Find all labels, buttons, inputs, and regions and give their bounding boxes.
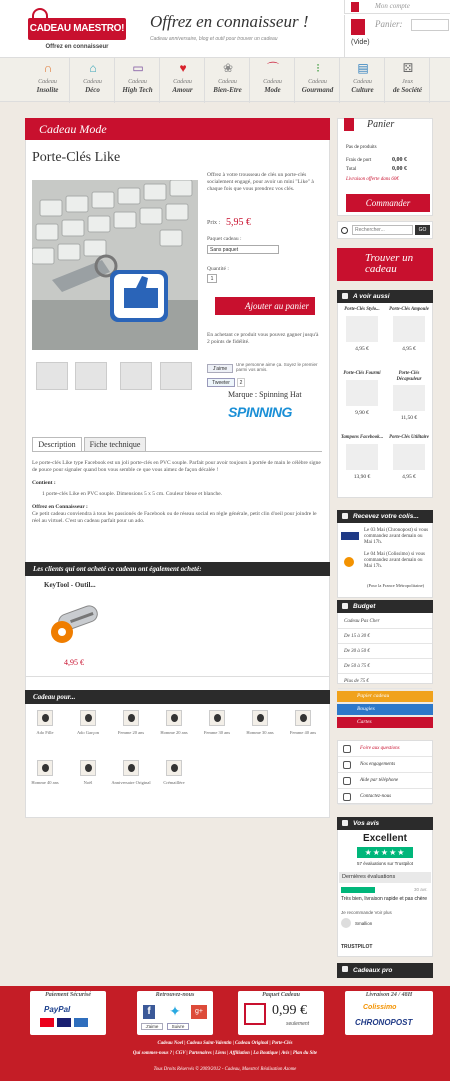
- delivery-note: (Pour la France Métropolitaine): [367, 583, 425, 588]
- connoisseur-heading: Offrez en Connaisseur :: [32, 503, 88, 510]
- google-plus-icon[interactable]: g+: [191, 1005, 207, 1019]
- budget-item[interactable]: De 15 à 30 €: [338, 629, 432, 644]
- secure-payment-title: Paiement Sécurisé: [45, 992, 91, 998]
- nav-item-label: Gourmand: [301, 86, 334, 94]
- contents-heading: Contient :: [32, 480, 56, 487]
- gift-wrap-box: [238, 991, 324, 1035]
- twitter-bird-icon[interactable]: ✦: [169, 1003, 181, 1019]
- person-icon: [123, 760, 139, 776]
- see-also-image: [346, 316, 378, 342]
- total-value: 0,00 €: [392, 166, 407, 172]
- tv-icon: ▭: [132, 61, 144, 75]
- connoisseur-text: Ce petit cadeau conviendra à tous les passionés de Facebook ou de réseau social en règle générale, petit clin d'oeil pour joindre le réel au virtuel. C'est un cadeau parfait pour un ado.: [32, 511, 317, 525]
- find-gift-button[interactable]: [337, 248, 433, 281]
- dice-icon: ⚄: [402, 61, 414, 75]
- nav-item-label: Insolite: [36, 86, 59, 94]
- gift-for-label: Anniversaire Original: [111, 780, 151, 785]
- loyalty-points-text: En achetant ce produit vous pouvez gagner jusqu'à 2 points de fidélité.: [207, 332, 319, 345]
- see-also-price: 4,95 €: [355, 345, 369, 352]
- nav-item-prefix: Cadeau: [173, 79, 192, 85]
- person-icon: [80, 760, 96, 776]
- person-icon: [166, 760, 182, 776]
- product-thumbnail[interactable]: [75, 362, 107, 390]
- reviewer-avatar: [341, 918, 351, 928]
- footer-links-primary[interactable]: Cadeau Noel | Cadeau Saint-Valentin | Cadeau Original | Porte-Clés: [157, 1041, 293, 1046]
- gift-wrap-title: Paquet Cadeau: [262, 992, 300, 998]
- nav-item-prefix: Cadeau: [218, 79, 237, 85]
- tab-technical-sheet[interactable]: Fiche technique: [84, 437, 146, 451]
- see-also-image: [346, 444, 378, 470]
- paypal-logo: PayPal: [44, 1005, 71, 1014]
- gift-for-item[interactable]: [197, 710, 237, 736]
- gift-for-label: Crémaillère: [163, 780, 185, 785]
- footer-like-button[interactable]: J'aime: [141, 1023, 163, 1030]
- help-label: Aide par téléphone: [360, 778, 399, 783]
- question-icon: [343, 745, 351, 753]
- gift-for-label: Femme 20 ans: [117, 730, 145, 735]
- see-also-item[interactable]: [386, 307, 432, 352]
- person-icon: [37, 760, 53, 776]
- gift-for-item[interactable]: [111, 760, 151, 786]
- also-bought-header: Les clients qui ont acheté ce cadeau ont également acheté:: [25, 562, 330, 576]
- footer-follow-button[interactable]: Suivre: [167, 1023, 189, 1030]
- site-logo[interactable]: [28, 4, 128, 54]
- gift-for-item[interactable]: [154, 760, 194, 786]
- also-bought-price: 4,95 €: [64, 658, 84, 667]
- account-link[interactable]: [344, 0, 450, 14]
- see-also-item[interactable]: [386, 371, 432, 421]
- latest-reviews-label: Dernières évaluations: [339, 872, 431, 883]
- person-icon: [209, 710, 225, 726]
- person-icon: [252, 710, 268, 726]
- secure-payment-box: [30, 991, 106, 1035]
- mastercard-icon: [40, 1018, 54, 1027]
- person-icon: [166, 710, 182, 726]
- delivery-box: [345, 991, 433, 1035]
- budget-item[interactable]: Plus de 75 €: [338, 674, 432, 689]
- short-description: Offrez à votre trousseau de clés un porte-clés socialement engagé, pour avoir un mini "Like" à chaque fois que vous prendrez vos clés.: [207, 172, 314, 192]
- gift-for-label: Noël: [83, 780, 93, 785]
- magnet-icon: ∩: [43, 61, 53, 75]
- logo-text: CADEAU MAESTRO!: [28, 18, 126, 40]
- nav-item-de-société[interactable]: [385, 58, 430, 103]
- sidebar-cat-1[interactable]: Bougies: [337, 704, 433, 715]
- hanger-icon: ⌒: [266, 61, 279, 75]
- chronopost-icon: [341, 532, 359, 540]
- trustpilot-count[interactable]: 57 évaluations sur Trustpilot: [356, 861, 414, 866]
- delivery-title: Livraison 24 / 48H: [365, 992, 413, 998]
- budget-item[interactable]: Cadeau Pas Cher: [338, 614, 432, 629]
- gift-for-item[interactable]: [283, 710, 323, 736]
- keytool-image[interactable]: [44, 592, 108, 650]
- mini-cart[interactable]: [344, 15, 450, 57]
- shopping-bag-icon: [351, 19, 365, 35]
- gift-for-label: Ado Garçon: [76, 730, 100, 735]
- gift-for-label: Homme 20 ans: [160, 730, 188, 735]
- review-more[interactable]: Je recommande Voir plus: [341, 910, 392, 915]
- brand-logo[interactable]: SPINNING: [228, 404, 292, 420]
- see-also-image: [393, 385, 425, 411]
- gift-for-item[interactable]: [68, 760, 108, 786]
- nav-item-prefix: Cadeau: [38, 79, 57, 85]
- help-label: Contactez-nous: [360, 794, 392, 799]
- facebook-like-button[interactable]: J'aime: [207, 364, 233, 373]
- user-icon: [351, 2, 359, 12]
- cutlery-icon: ⁝: [316, 61, 320, 75]
- nav-item-label: Amour: [172, 86, 193, 94]
- hearts-icon: ♥: [179, 61, 187, 75]
- nav-item-label: Bien-Etre: [213, 86, 242, 94]
- long-description: [32, 460, 322, 525]
- help-item[interactable]: [338, 789, 432, 805]
- gift-for-item[interactable]: [25, 760, 65, 786]
- see-also-image: [393, 444, 425, 470]
- nav-item-label: de Société: [393, 86, 422, 94]
- review-title[interactable]: Très bien, livraison rapide et pas chère: [341, 896, 427, 902]
- nav-item-bien-etre[interactable]: [205, 58, 250, 103]
- colissimo-icon: [344, 557, 354, 567]
- product-thumbnail[interactable]: [36, 362, 68, 390]
- trustpilot-logo[interactable]: TRUSTPILOT: [341, 944, 373, 950]
- nav-item-amour[interactable]: [160, 58, 205, 103]
- nav-item-prefix: Cadeau: [353, 79, 372, 85]
- see-also-name: Porte-Clés Stylo...: [344, 307, 380, 312]
- nav-item-déco[interactable]: [70, 58, 115, 103]
- nav-item-high-tech[interactable]: [115, 58, 160, 103]
- see-also-price: 9,90 €: [355, 409, 369, 416]
- gift-wrap-sub: seulement: [286, 1021, 310, 1027]
- gift-for-item[interactable]: [25, 710, 65, 736]
- nav-item-prefix: Cadeau: [83, 79, 102, 85]
- category-nav: [0, 57, 450, 102]
- product-thumbnail[interactable]: [160, 362, 192, 390]
- shipping-label: Frais de port: [346, 158, 372, 163]
- see-also-name: Porte-Clés Décapsuleur: [396, 371, 422, 382]
- find-gift-label: Trouver un cadeau: [365, 252, 414, 275]
- search-icon: [341, 227, 348, 234]
- colissimo-logo: Colissimo: [363, 1004, 397, 1011]
- product-title: Porte-Clés Like: [32, 150, 121, 165]
- price-value: 5,95 €: [226, 217, 251, 228]
- subtagline: Cadeau anniversaire, blog et outil pour trouver un cadeau: [150, 36, 278, 42]
- see-also-name: Porte-Clés Fourmi: [343, 371, 381, 376]
- gift-for-item[interactable]: [111, 710, 151, 736]
- see-also-price: 4,95 €: [402, 473, 416, 480]
- phone-icon: [343, 777, 351, 785]
- reviews-header: Vos avis: [337, 817, 433, 830]
- shopping-bag-icon: [344, 118, 354, 131]
- free-shipping-note: Livraison offerte dans 60€: [346, 177, 399, 182]
- gift-wrap-price: 0,99 €: [272, 1003, 307, 1018]
- see-also-price: 4,95 €: [402, 345, 416, 352]
- help-label: Foire aux questions: [360, 746, 400, 751]
- visa-icon: [57, 1018, 71, 1027]
- tab-divider: [32, 451, 322, 452]
- order-button[interactable]: Commander: [346, 194, 430, 212]
- copyright: Tous Droits Réservés © 2009/2012 - Cadeau, Maestro! Réalisation Azome: [153, 1067, 297, 1072]
- gift-for-label: Homme 30 ans: [246, 730, 274, 735]
- see-also-name: Porte-Clés Ampoule: [389, 307, 429, 312]
- see-also-item[interactable]: [339, 371, 385, 416]
- tab-description[interactable]: Description: [32, 437, 82, 451]
- nav-item-prefix: Cadeau: [128, 79, 147, 85]
- trustpilot-stars-icon: ★★★★★: [357, 847, 413, 858]
- delivery-header: Recevez votre colis...: [337, 510, 433, 523]
- shipping-value: 0,00 €: [392, 157, 407, 163]
- handshake-icon: [343, 761, 351, 769]
- account-label: Mon compte: [375, 2, 410, 10]
- nav-item-mode[interactable]: [250, 58, 295, 103]
- see-also-item[interactable]: [386, 435, 432, 480]
- facebook-icon[interactable]: f: [143, 1005, 155, 1019]
- see-also-price: 13,90 €: [353, 473, 371, 480]
- see-also-item[interactable]: [339, 307, 385, 352]
- nav-item-prefix: Jeux: [402, 79, 413, 85]
- product-thumbnail[interactable]: [120, 362, 152, 390]
- see-also-name: Porte-Clés Utilitaire: [389, 435, 429, 440]
- no-products-text: Pas de produits: [346, 145, 377, 150]
- nav-item-prefix: Cadeau: [263, 79, 282, 85]
- gift-for-label: Femme 30 ans: [203, 730, 231, 735]
- cart-state: (Vide): [351, 39, 370, 46]
- category-title: Cadeau Mode: [25, 118, 330, 140]
- footer-links-secondary[interactable]: Qui sommes-nous ? | CGV | Partenaires | Liens | Affiliation | La Boutique | Avis | Plan du Site: [132, 1051, 318, 1056]
- total-label: Total: [346, 167, 357, 172]
- sidebar-cat-2[interactable]: Cartes: [337, 717, 433, 728]
- house-icon: ⌂: [89, 61, 97, 75]
- see-also-name: Tampons Facebook...: [340, 435, 384, 440]
- description-paragraph: Le porte-clés Like type Facebook est un joli porte-clés en PVC souple. Parfait pour avoir toujours à portée de main le célèbre signe de pouce pour signaler quand bon vous semble ce que vous aimez de façon décalée !: [32, 460, 321, 474]
- gift-for-label: Femme 40 ans: [289, 730, 317, 735]
- help-item[interactable]: [338, 757, 432, 773]
- logo-subtitle: Offrez en connaisseur: [45, 44, 109, 50]
- sidebar-cat-0[interactable]: Papier cadeau: [337, 691, 433, 702]
- trustpilot-rating: Excellent: [363, 833, 407, 844]
- help-item[interactable]: [338, 741, 432, 757]
- gift-for-label: Homme 40 ans: [31, 780, 59, 785]
- gift-for-item[interactable]: [240, 710, 280, 736]
- brand-label: Marque : Spinning Hat: [228, 390, 302, 399]
- review-date: 30 avr.: [414, 887, 428, 892]
- budget-item[interactable]: De 30 à 50 €: [338, 644, 432, 659]
- social-box: [137, 991, 213, 1035]
- see-also-item[interactable]: [339, 435, 385, 480]
- person-icon: [80, 710, 96, 726]
- budget-header: Budget: [337, 600, 433, 613]
- delivery-chronopost: Le 03 Mai (Chronopost) si vous commandez avant demain ou Mai 17h.: [364, 528, 429, 545]
- gift-for-label: Ado Fille: [36, 730, 54, 735]
- package-select[interactable]: Sans paquet: [207, 245, 279, 254]
- person-icon: [123, 710, 139, 726]
- review-stars-icon: [341, 887, 375, 893]
- nav-item-label: High Tech: [122, 86, 153, 94]
- gift-for-item[interactable]: [68, 710, 108, 736]
- facebook-like-text: Une personne aime ça. Soyez le premier parmi vos amis.: [236, 362, 318, 372]
- reviewer-name: Smallion: [355, 921, 373, 926]
- nav-item-label: Déco: [85, 86, 100, 94]
- see-also-header: A voir aussi: [337, 290, 433, 303]
- nav-item-label: Mode: [264, 86, 281, 94]
- add-to-cart-label: Ajouter au panier: [245, 301, 309, 311]
- contents-item: 1 porte-clés Like en PVC souple. Dimensions 5 x 5 cm. Couleur bleue et blanche.: [42, 490, 223, 497]
- cart-label: Panier:: [375, 19, 403, 29]
- nav-item-gourmand[interactable]: [295, 58, 340, 103]
- help-label: Nos engagements: [360, 762, 396, 767]
- search-input[interactable]: Rechercher...: [352, 225, 413, 235]
- budget-item[interactable]: De 50 à 75 €: [338, 659, 432, 674]
- see-also-image: [346, 380, 378, 406]
- product-image[interactable]: [32, 180, 198, 350]
- person-icon: [295, 710, 311, 726]
- tweet-button[interactable]: Tweeter: [207, 378, 235, 387]
- add-to-cart-button[interactable]: [215, 297, 315, 315]
- price-label: Prix :: [207, 220, 221, 226]
- see-also-price: 11,50 €: [400, 415, 418, 421]
- cb-icon: [74, 1018, 88, 1027]
- quantity-label: Quantité :: [207, 266, 229, 272]
- nav-item-label: Culture: [351, 86, 374, 94]
- delivery-colissimo: Le 04 Mai (Colissimo) si vous commandez avant demain ou Mai 17h.: [364, 552, 425, 569]
- nav-item-culture[interactable]: [340, 58, 385, 103]
- gift-box-icon: [244, 1003, 266, 1025]
- package-label: Paquet cadeau :: [207, 236, 242, 242]
- nav-item-prefix: Cadeau: [308, 79, 327, 85]
- gift-for-header: Cadeau pour...: [25, 690, 330, 704]
- chronopost-logo: CHRONOPOST: [355, 1018, 413, 1027]
- cart-count-box: [411, 19, 449, 31]
- follow-us-title: Retrouvez-nous: [155, 992, 195, 998]
- nav-item-insolite[interactable]: [25, 58, 70, 103]
- envelope-icon: [343, 793, 351, 801]
- tagline: Offrez en connaisseur !: [150, 12, 309, 31]
- pro-gifts-header[interactable]: Cadeaux pro: [337, 963, 433, 978]
- person-icon: [37, 710, 53, 726]
- tweet-count: 2: [237, 378, 245, 387]
- also-bought-product-name[interactable]: KeyTool - Outil...: [44, 581, 96, 589]
- cart-panel-title: Panier: [367, 119, 395, 130]
- help-item[interactable]: [338, 773, 432, 789]
- see-also-image: [393, 316, 425, 342]
- book-icon: ▤: [357, 61, 369, 75]
- gift-for-item[interactable]: [154, 710, 194, 736]
- quantity-input[interactable]: 1: [207, 274, 217, 283]
- search-go-button[interactable]: GO: [415, 225, 430, 235]
- spa-icon: ❀: [222, 61, 234, 75]
